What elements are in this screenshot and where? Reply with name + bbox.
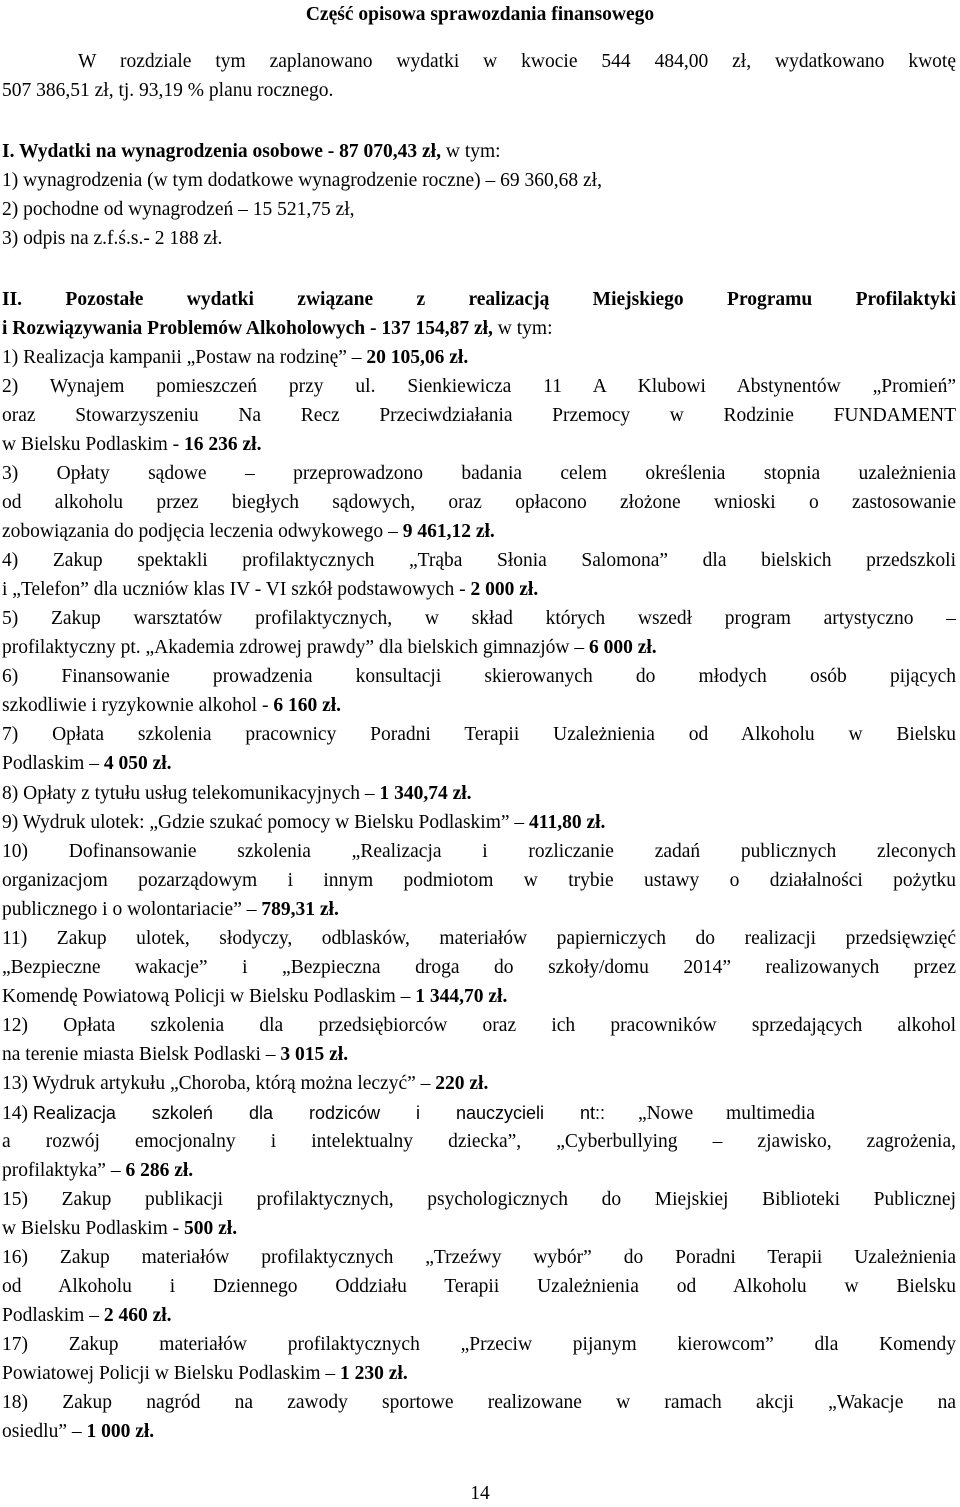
item-6-line-2: szkodliwie i ryzykownie alkohol - 6 160 zł.: [2, 695, 342, 716]
section-1-heading: I. Wydatki na wynagrodzenia osobowe - 87 070,43 zł, w tym:: [2, 141, 501, 162]
item-16-line-2: od Alkoholu i Dziennego Oddziału Terapii Uzależnienia od Alkoholu w Bielsku: [2, 1276, 956, 1297]
item-10-line-2: organizacjom pozarządowym i innym podmiotom w trybie ustawy o działalności pożytku: [2, 870, 956, 891]
item-10-line-1: 10) Dofinansowanie szkolenia „Realizacja i rozliczanie zadań publicznych zleconych: [2, 841, 956, 862]
item-15-line-2: w Bielsku Podlaskim - 500 zł.: [2, 1218, 238, 1239]
item-1: 1) Realizacja kampanii „Postaw na rodzinę” – 20 105,06 zł.: [2, 347, 469, 368]
item-12-line-2: na terenie miasta Bielsk Podlaski – 3 015 zł.: [2, 1044, 349, 1065]
section-2-heading-line-1: II. Pozostałe wydatki związane z realizacją Miejskiego Programu Profilaktyki: [2, 289, 956, 310]
item-12-line-1: 12) Opłata szkolenia dla przedsiębiorców oraz ich pracowników sprzedających alkohol: [2, 1015, 956, 1036]
item-14-line-1: 14) Realizacja szkoleń dla rodziców i nauczycieli nt:: „Nowe multimedia: [2, 1103, 815, 1124]
item-4-line-1: 4) Zakup spektakli profilaktycznych „Trąba Słonia Salomona” dla bielskich przedszkoli: [2, 550, 956, 571]
item-16-line-1: 16) Zakup materiałów profilaktycznych „Trzeźwy wybór” do Poradni Terapii Uzależnienia: [2, 1247, 956, 1268]
item-9: 9) Wydruk ulotek: „Gdzie szukać pomocy w Bielsku Podlaskim” – 411,80 zł.: [2, 812, 606, 833]
item-18-line-2: osiedlu” – 1 000 zł.: [2, 1421, 155, 1442]
item-13: 13) Wydruk artykułu „Choroba, którą można leczyć” – 220 zł.: [2, 1073, 489, 1094]
item-3-line-2: od alkoholu przez biegłych sądowych, oraz opłacono złożone wnioski o zastosowanie: [2, 492, 956, 513]
item-3-line-1: 3) Opłaty sądowe – przeprowadzono badania celem określenia stopnia uzależnienia: [2, 463, 956, 484]
item-5-line-2: profilaktyczny pt. „Akademia zdrowej prawdy” dla bielskich gimnazjów – 6 000 zł.: [2, 637, 657, 658]
intro-line-1: W rozdziale tym zaplanowano wydatki w kwocie 544 484,00 zł, wydatkowano kwotę: [78, 51, 956, 72]
item-11-line-3: Komendę Powiatową Policji w Bielsku Podlaskim – 1 344,70 zł.: [2, 986, 508, 1007]
item-11-line-2: „Bezpieczne wakacje” i „Bezpieczna droga do szkoły/domu 2014” realizowanych przez: [2, 957, 956, 978]
item-3-line-3: zobowiązania do podjęcia leczenia odwykowego – 9 461,12 zł.: [2, 521, 495, 542]
item-17-line-2: Powiatowej Policji w Bielsku Podlaskim – 1 230 zł.: [2, 1363, 408, 1384]
item-17-line-1: 17) Zakup materiałów profilaktycznych „Przeciw pijanym kierowcom” dla Komendy: [2, 1334, 956, 1355]
item-2-line-3: w Bielsku Podlaskim - 16 236 zł.: [2, 434, 262, 455]
item-14-line-3: profilaktyka” – 6 286 zł.: [2, 1160, 194, 1181]
item-11-line-1: 11) Zakup ulotek, słodyczy, odblasków, materiałów papierniczych do realizacji przedsięwzięć: [2, 928, 956, 949]
item-14-line-2: a rozwój emocjonalny i intelektualny dziecka”, „Cyberbullying – zjawisko, zagrożenia,: [2, 1131, 956, 1152]
item-10-line-3: publicznego i o wolontariacie” – 789,31 zł.: [2, 899, 339, 920]
item-7-line-2: Podlaskim – 4 050 zł.: [2, 753, 172, 774]
item-18-line-1: 18) Zakup nagród na zawody sportowe realizowane w ramach akcji „Wakacje na: [2, 1392, 956, 1413]
item-5-line-1: 5) Zakup warsztatów profilaktycznych, w skład których wszedł program artystyczno –: [2, 608, 956, 629]
item-16-line-3: Podlaskim – 2 460 zł.: [2, 1305, 172, 1326]
section-2-heading-line-2: i Rozwiązywania Problemów Alkoholowych - 137 154,87 zł, w tym:: [2, 318, 553, 339]
section-1-item-3: 3) odpis na z.f.ś.s.- 2 188 zł.: [2, 228, 223, 249]
section-1-item-2: 2) pochodne od wynagrodzeń – 15 521,75 zł,: [2, 199, 355, 220]
item-4-line-2: i „Telefon” dla uczniów klas IV - VI szkół podstawowych - 2 000 zł.: [2, 579, 539, 600]
item-15-line-1: 15) Zakup publikacji profilaktycznych, psychologicznych do Miejskiej Biblioteki Publicznej: [2, 1189, 956, 1210]
item-6-line-1: 6) Finansowanie prowadzenia konsultacji skierowanych do młodych osób pijących: [2, 666, 956, 687]
page-title: Część opisowa sprawozdania finansowego: [305, 4, 655, 25]
item-8: 8) Opłaty z tytułu usług telekomunikacyjnych – 1 340,74 zł.: [2, 783, 472, 804]
item-2-line-1: 2) Wynajem pomieszczeń przy ul. Sienkiewicza 11 A Klubowi Abstynentów „Promień”: [2, 376, 956, 397]
intro-line-2: 507 386,51 zł, tj. 93,19 % planu rocznego.: [2, 80, 334, 101]
section-1-item-1: 1) wynagrodzenia (w tym dodatkowe wynagrodzenie roczne) – 69 360,68 zł,: [2, 170, 602, 191]
item-7-line-1: 7) Opłata szkolenia pracownicy Poradni Terapii Uzależnienia od Alkoholu w Bielsku: [2, 724, 956, 745]
item-2-line-2: oraz Stowarzyszeniu Na Recz Przeciwdziałania Przemocy w Rodzinie FUNDAMENT: [2, 405, 956, 426]
page-number: 14: [470, 1483, 490, 1504]
